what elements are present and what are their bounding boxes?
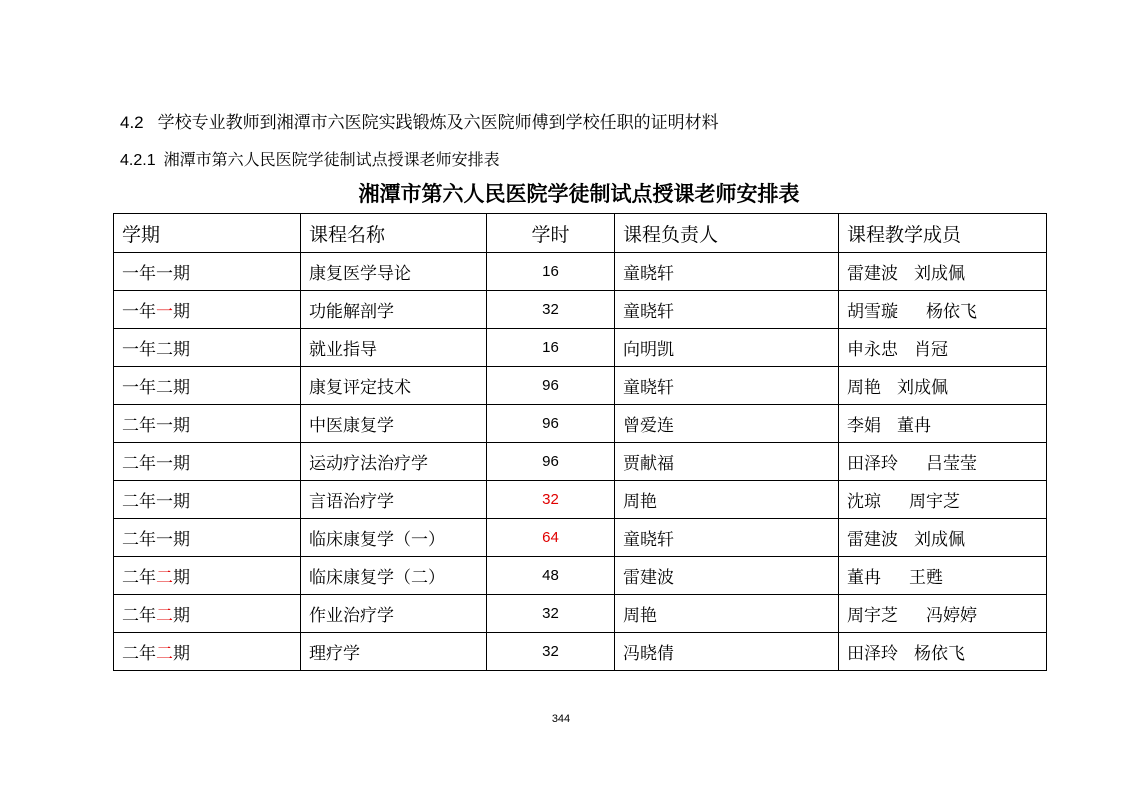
term-number: 一 (156, 264, 173, 284)
term-suffix: 期 (173, 340, 190, 360)
credit-hours: 96 (487, 405, 615, 443)
member-name: 李娟 (847, 416, 881, 436)
course-lead: 童晓轩 (615, 291, 839, 329)
member-name: 雷建波 (847, 264, 898, 284)
member-name: 周宇芝 (909, 492, 960, 512)
page-number: 344 (551, 713, 571, 725)
member-name: 周艳 (847, 378, 881, 398)
term-cell (114, 329, 301, 367)
teaching-members (839, 329, 1047, 367)
teaching-members (839, 519, 1047, 557)
credit-hours: 16 (487, 329, 615, 367)
member-name: 董冉 (897, 416, 931, 436)
section-number: 4.2 (120, 113, 144, 132)
table-header-row (114, 214, 1047, 253)
member-name: 田泽玲 (847, 644, 898, 664)
term-cell (114, 253, 301, 291)
term-cell (114, 291, 301, 329)
credit-hours: 64 (487, 519, 615, 557)
term-number: 二 (156, 568, 173, 588)
term-number: 一 (156, 492, 173, 512)
course-name: 作业治疗学 (301, 595, 487, 633)
term-year: 二年 (122, 606, 156, 626)
member-name: 冯婷婷 (926, 606, 977, 626)
member-name: 肖冠 (914, 340, 948, 360)
table-title: 湘潭市第六人民医院学徒制试点授课老师安排表 (358, 182, 800, 206)
credit-hours: 32 (487, 633, 615, 671)
course-name: 临床康复学（一） (301, 519, 487, 557)
term-year: 二年 (122, 568, 156, 588)
credit-hours: 32 (487, 481, 615, 519)
term-number: 一 (156, 454, 173, 474)
table-row (114, 367, 1047, 405)
term-suffix: 期 (173, 606, 190, 626)
course-name: 临床康复学（二） (301, 557, 487, 595)
header-hours: 学时 (487, 214, 615, 253)
course-name: 康复评定技术 (301, 367, 487, 405)
member-name: 杨依飞 (926, 302, 977, 322)
term-cell (114, 519, 301, 557)
term-year: 一年 (122, 264, 156, 284)
term-suffix: 期 (173, 302, 190, 322)
term-number: 一 (156, 302, 173, 322)
teaching-members (839, 253, 1047, 291)
teaching-members (839, 443, 1047, 481)
teaching-members (839, 557, 1047, 595)
course-lead: 周艳 (615, 595, 839, 633)
course-name: 言语治疗学 (301, 481, 487, 519)
term-number: 一 (156, 416, 173, 436)
term-cell (114, 595, 301, 633)
member-name: 刘成佩 (914, 530, 965, 550)
member-name: 刘成佩 (914, 264, 965, 284)
course-name: 康复医学导论 (301, 253, 487, 291)
term-year: 一年 (122, 378, 156, 398)
term-suffix: 期 (173, 644, 190, 664)
credit-hours: 96 (487, 367, 615, 405)
term-number: 二 (156, 644, 173, 664)
course-name: 中医康复学 (301, 405, 487, 443)
term-cell (114, 557, 301, 595)
course-lead: 冯晓倩 (615, 633, 839, 671)
term-year: 二年 (122, 530, 156, 550)
term-suffix: 期 (173, 568, 190, 588)
table-row (114, 405, 1047, 443)
teaching-members (839, 481, 1047, 519)
table-row (114, 443, 1047, 481)
credit-hours: 16 (487, 253, 615, 291)
course-lead: 曾爱连 (615, 405, 839, 443)
term-cell (114, 405, 301, 443)
credit-hours: 32 (487, 291, 615, 329)
term-number: 二 (156, 340, 173, 360)
member-name: 刘成佩 (897, 378, 948, 398)
credit-hours: 96 (487, 443, 615, 481)
table-row (114, 253, 1047, 291)
course-lead: 童晓轩 (615, 367, 839, 405)
course-lead: 贾献福 (615, 443, 839, 481)
header-lead: 课程负责人 (615, 214, 839, 253)
header-term: 学期 (114, 214, 301, 253)
course-lead: 童晓轩 (615, 519, 839, 557)
table-row (114, 481, 1047, 519)
term-year: 二年 (122, 416, 156, 436)
header-course: 课程名称 (301, 214, 487, 253)
member-name: 申永忠 (847, 340, 898, 360)
term-suffix: 期 (173, 492, 190, 512)
teaching-members (839, 633, 1047, 671)
course-name: 就业指导 (301, 329, 487, 367)
term-number: 一 (156, 530, 173, 550)
member-name: 周宇芝 (847, 606, 898, 626)
member-name: 吕莹莹 (926, 454, 977, 474)
member-name: 董冉 (847, 568, 881, 588)
term-cell (114, 481, 301, 519)
course-name: 理疗学 (301, 633, 487, 671)
member-name: 沈琼 (847, 492, 881, 512)
table-row (114, 595, 1047, 633)
course-lead: 向明凯 (615, 329, 839, 367)
term-cell (114, 367, 301, 405)
member-name: 雷建波 (847, 530, 898, 550)
member-name: 田泽玲 (847, 454, 898, 474)
term-number: 二 (156, 378, 173, 398)
schedule-table (113, 213, 1047, 671)
term-suffix: 期 (173, 378, 190, 398)
term-suffix: 期 (173, 264, 190, 284)
term-year: 一年 (122, 340, 156, 360)
teaching-members (839, 291, 1047, 329)
member-name: 杨依飞 (914, 644, 965, 664)
term-suffix: 期 (173, 454, 190, 474)
term-year: 二年 (122, 644, 156, 664)
subsection-title: 湘潭市第六人民医院学徒制试点授课老师安排表 (163, 150, 500, 169)
table-row (114, 519, 1047, 557)
term-cell (114, 443, 301, 481)
teaching-members (839, 595, 1047, 633)
teaching-members (839, 367, 1047, 405)
course-lead: 周艳 (615, 481, 839, 519)
table-row (114, 329, 1047, 367)
term-number: 二 (156, 606, 173, 626)
table-row (114, 557, 1047, 595)
credit-hours: 32 (487, 595, 615, 633)
term-suffix: 期 (173, 416, 190, 436)
section-title: 学校专业教师到湘潭市六医院实践锻炼及六医院师傅到学校任职的证明材料 (157, 113, 719, 133)
section-heading (120, 108, 719, 133)
course-name: 运动疗法治疗学 (301, 443, 487, 481)
credit-hours: 48 (487, 557, 615, 595)
term-year: 二年 (122, 454, 156, 474)
subsection-heading (120, 147, 500, 170)
subsection-number: 4.2.1 (120, 152, 156, 169)
course-lead: 雷建波 (615, 557, 839, 595)
term-year: 一年 (122, 302, 156, 322)
table-row (114, 633, 1047, 671)
term-year: 二年 (122, 492, 156, 512)
term-suffix: 期 (173, 530, 190, 550)
teaching-members (839, 405, 1047, 443)
table-row (114, 291, 1047, 329)
member-name: 王甦 (909, 568, 943, 588)
member-name: 胡雪璇 (847, 302, 898, 322)
term-cell (114, 633, 301, 671)
header-members: 课程教学成员 (839, 214, 1047, 253)
course-name: 功能解剖学 (301, 291, 487, 329)
course-lead: 童晓轩 (615, 253, 839, 291)
